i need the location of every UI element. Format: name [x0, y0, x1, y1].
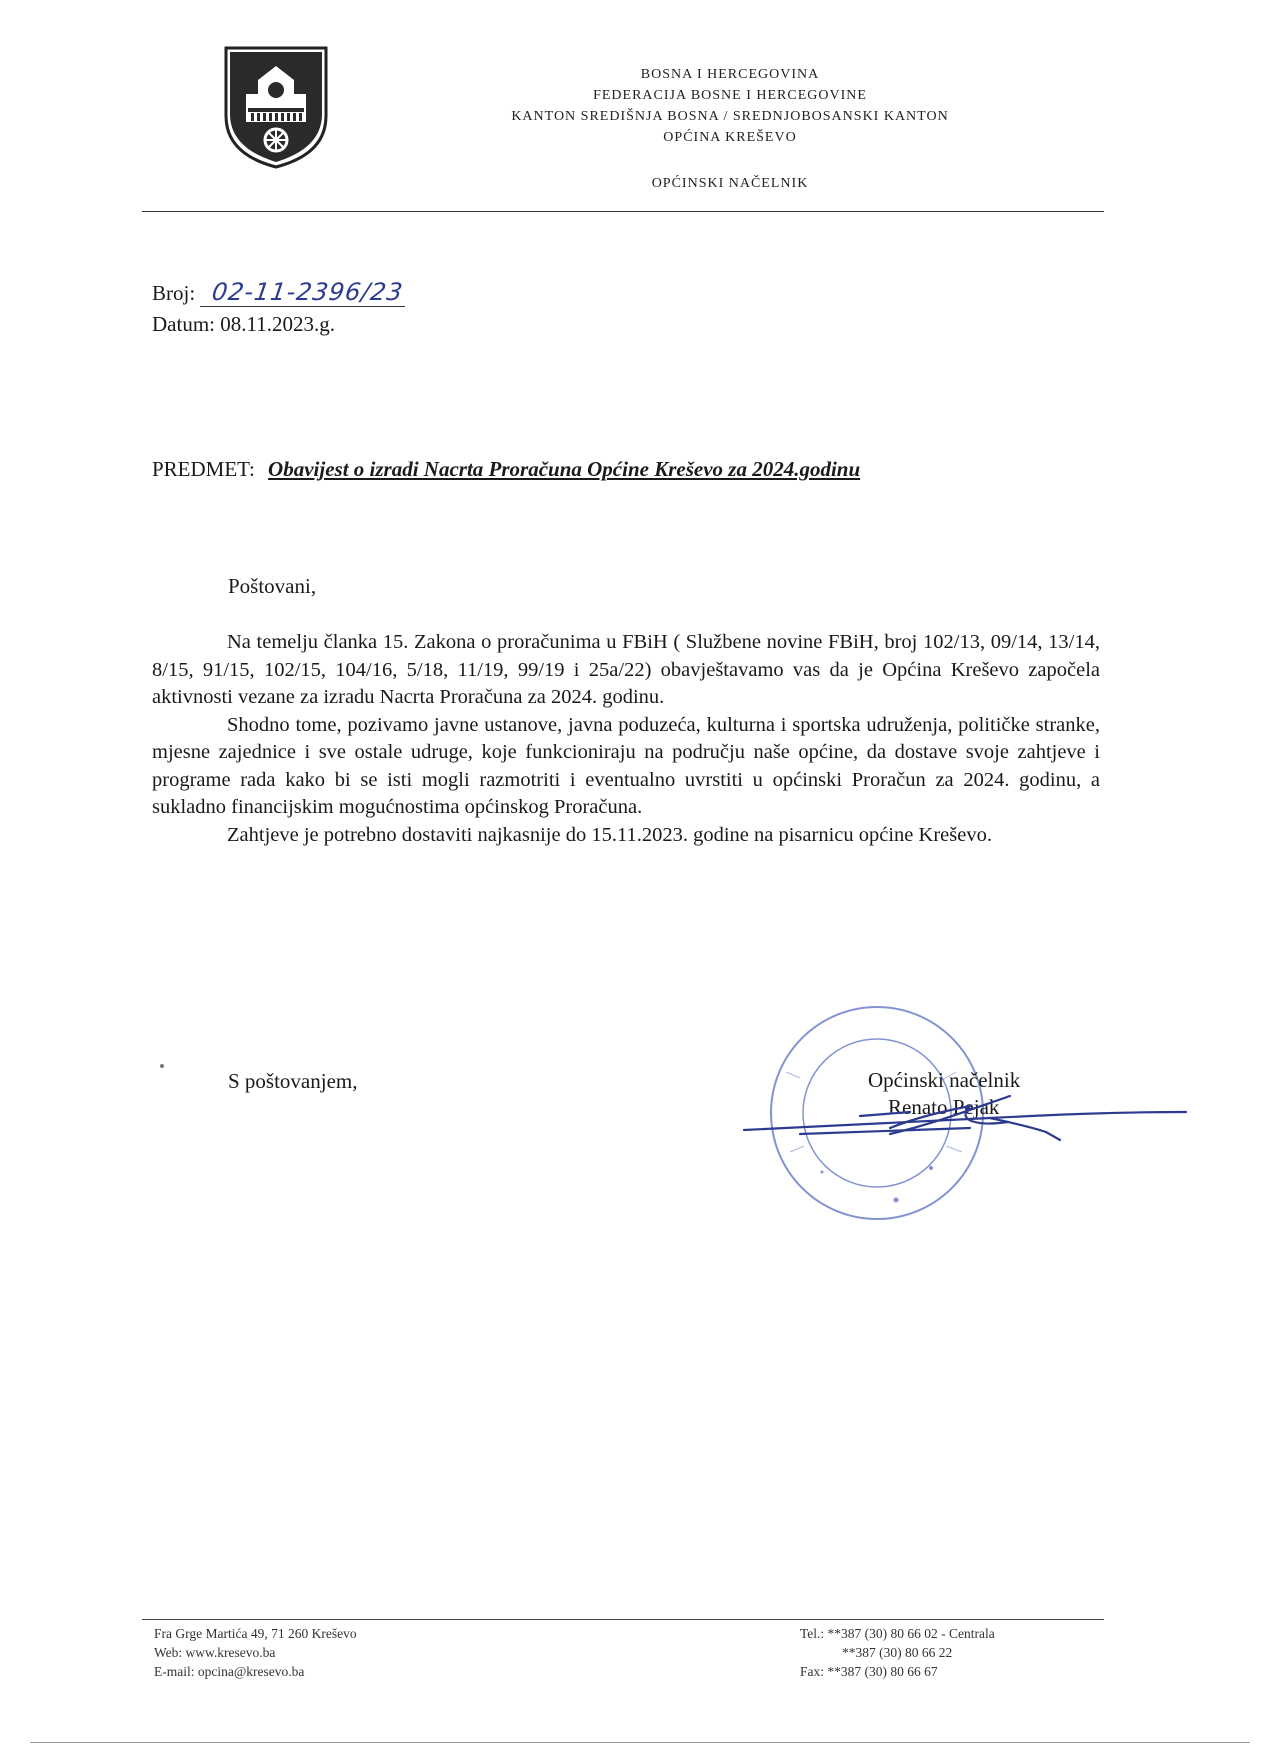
- body-paragraph: Na temelju članka 15. Zakona o proračunima u FBiH ( Službene novine FBiH, broj 102/13, 09/14, 13/14, 8/15, 91/15, 102/15, 104/16, 5/18, 11/19, 99/19 i 25a/22) obavještavamo vas da je Općina Kreševo započela aktivnosti vezane za izradu Nacrta Proračuna za 2024. godinu.: [152, 631, 1100, 708]
- signatory-title: Općinski načelnik: [868, 1068, 1021, 1092]
- footer-tel: Tel.: **387 (30) 80 66 02 - Centrala: [800, 1626, 995, 1641]
- footer-address: Fra Grge Martića 49, 71 260 Kreševo: [154, 1626, 357, 1641]
- reference-date: [152, 312, 335, 337]
- body-paragraph: Shodno tome, pozivamo javne ustanove, javna poduzeća, kulturna i sportska udruženja, političke stranke, mjesne zajednice i sve ostale udruge, koje funkcioniraju na području naše općine, da dostave svoje zahtjeve i programe rada kako bi se isti mogli razmotriti i eventualno uvrstiti u općinski Proračun za 2024. godinu, a sukladno financijskim mogućnostima općinskog Proračuna.: [152, 713, 1100, 818]
- footer-email: E-mail: opcina@kresevo.ba: [154, 1664, 305, 1679]
- broj-value-handwritten: 02-11-2396/23: [200, 278, 409, 307]
- letterhead-office: OPĆINSKI NAČELNIK: [651, 176, 809, 191]
- letterhead-line-federation: FEDERACIJA BOSNE I HERCEGOVINE: [593, 88, 867, 103]
- footer-divider: [142, 1619, 1104, 1620]
- signatory-name: Renato Pejak: [888, 1095, 1000, 1119]
- letterhead: [440, 64, 1020, 148]
- datum-label: Datum:: [152, 312, 215, 336]
- scan-speck: [160, 1064, 164, 1068]
- reference-number: [152, 278, 408, 307]
- municipality-crest-icon: [224, 46, 328, 169]
- footer-web: Web: www.kresevo.ba: [154, 1645, 276, 1660]
- broj-label: Broj:: [152, 281, 196, 305]
- subject-line: [152, 457, 860, 482]
- closing-salutation: S poštovanjem,: [228, 1069, 358, 1093]
- footer-fax: Fax: **387 (30) 80 66 67: [800, 1664, 938, 1679]
- footer-tel-2: **387 (30) 80 66 22: [842, 1645, 953, 1660]
- letterhead-line-canton: KANTON SREDIŠNJA BOSNA / SREDNJOBOSANSKI KANTON: [511, 109, 949, 124]
- letterhead-line-municipality: OPĆINA KREŠEVO: [663, 130, 797, 145]
- footer-contact-left: [154, 1624, 357, 1681]
- greeting: Poštovani,: [228, 574, 317, 598]
- body-paragraph: Zahtjeve je potrebno dostaviti najkasnije do 15.11.2023. godine na pisarnicu općine Kreševo.: [227, 823, 992, 846]
- letterhead-line-country: BOSNA I HERCEGOVINA: [640, 67, 820, 82]
- handwritten-signature-icon: [740, 1082, 1190, 1152]
- datum-value: 08.11.2023.g.: [220, 312, 335, 336]
- letter-body: [152, 629, 1100, 849]
- scan-edge-line: [30, 1742, 1250, 1743]
- header-divider: [142, 211, 1104, 212]
- subject-text: Obavijest o izradi Nacrta Proračuna Općine Kreševo za 2024.godinu: [268, 457, 861, 481]
- subject-label: PREDMET:: [152, 457, 255, 481]
- footer-contact-right: [800, 1624, 995, 1681]
